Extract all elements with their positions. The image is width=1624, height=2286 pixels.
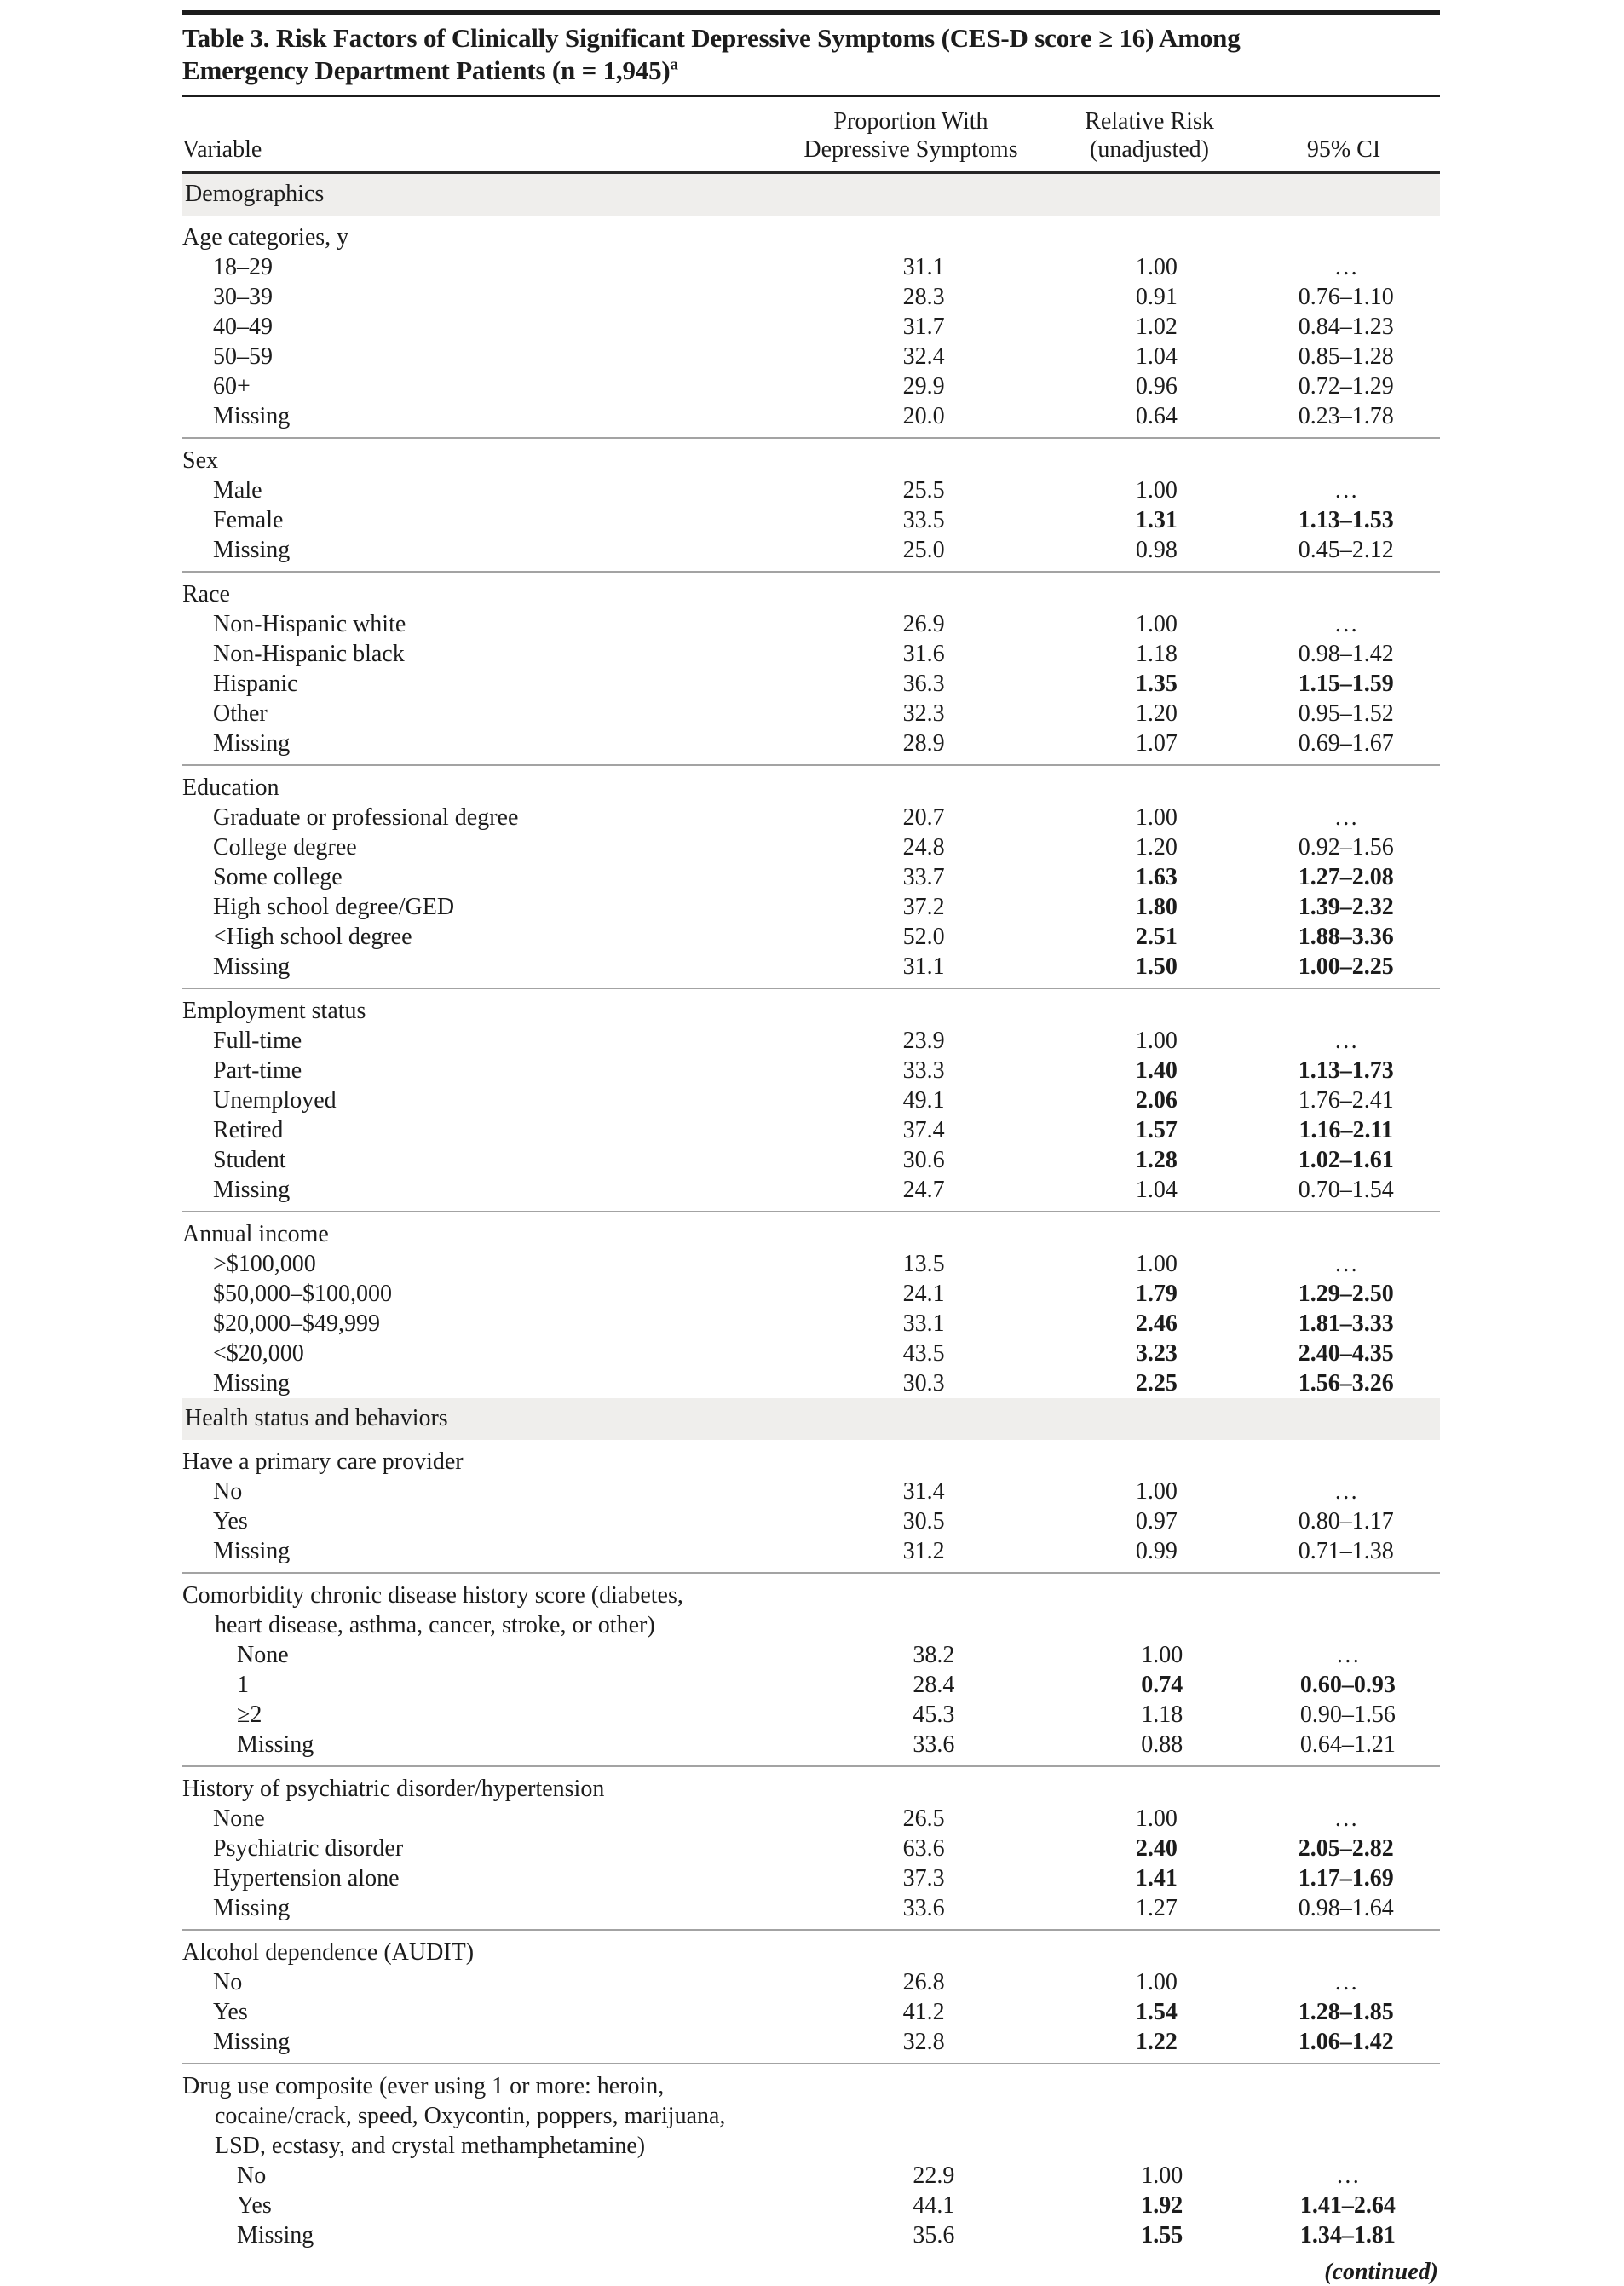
group-label: History of psychiatric disorder/hypertension: [182, 1776, 605, 1802]
relative-risk-cell: 1.54: [1135, 1999, 1178, 2025]
relative-risk-cell: 1.35: [1135, 671, 1178, 697]
proportion-cell: 32.8: [902, 2029, 945, 2055]
ci-cell: 0.23–1.78: [1298, 403, 1394, 429]
group-label: Drug use composite (ever using 1 or more: heroin,: [182, 2073, 665, 2099]
proportion-cell: 29.9: [902, 373, 945, 400]
ci-cell: 0.72–1.29: [1298, 373, 1394, 400]
ci-cell: 1.27–2.08: [1298, 864, 1394, 890]
relative-risk-cell: 1.50: [1135, 953, 1178, 980]
proportion-cell: 31.1: [902, 254, 945, 280]
table-title-line1: Table 3. Risk Factors of Clinically Significant Depressive Symptoms (CES-D score ≥ 16) Among: [182, 23, 1241, 53]
relative-risk-cell: 0.98: [1135, 537, 1178, 563]
variable-cell: Non-Hispanic black: [213, 641, 405, 667]
variable-cell: None: [237, 1642, 289, 1668]
table-row: [182, 2191, 1440, 2220]
relative-risk-cell: 1.41: [1135, 1865, 1178, 1892]
group-label: Age categories, y: [182, 224, 349, 250]
table-row: [182, 252, 1440, 282]
proportion-cell: 33.6: [902, 1895, 945, 1921]
relative-risk-cell: 1.00: [1141, 2162, 1183, 2189]
group-divider: [182, 1211, 1440, 1212]
ci-cell: 0.45–2.12: [1298, 537, 1394, 563]
table-row: [182, 1309, 1440, 1339]
relative-risk-cell: 0.88: [1141, 1731, 1183, 1758]
proportion-cell: 28.4: [913, 1672, 955, 1698]
table-title-line2: Emergency Department Patients (n = 1,945)$^a$: [182, 55, 678, 85]
ci-cell: 1.88–3.36: [1298, 924, 1394, 950]
table-top-rule: [182, 10, 1440, 15]
ci-cell: 0.64–1.21: [1299, 1731, 1396, 1758]
ci-cell: 1.15–1.59: [1298, 671, 1394, 697]
relative-risk-cell: 1.63: [1135, 864, 1178, 890]
variable-cell: ≥2: [237, 1702, 262, 1728]
paper-table: [182, 10, 1440, 2286]
relative-risk-cell: 0.97: [1135, 1508, 1178, 1535]
proportion-cell: 31.2: [902, 1538, 945, 1564]
variable-cell: Missing: [213, 537, 291, 563]
proportion-cell: 33.7: [902, 864, 945, 890]
group-divider: [182, 988, 1440, 989]
ci-cell: 1.39–2.32: [1298, 894, 1394, 920]
proportion-cell: 31.1: [902, 953, 945, 980]
relative-risk-cell: 1.18: [1141, 1702, 1183, 1728]
variable-cell: Graduate or professional degree: [213, 804, 519, 831]
variable-cell: Non-Hispanic white: [213, 611, 406, 637]
proportion-cell: 33.5: [902, 507, 945, 533]
ci-cell: 0.84–1.23: [1298, 314, 1394, 340]
table-row: [182, 1967, 1440, 1997]
variable-cell: <$20,000: [213, 1340, 304, 1367]
proportion-cell: 45.3: [913, 1702, 955, 1728]
relative-risk-cell: 2.46: [1135, 1310, 1178, 1337]
ci-cell: 1.76–2.41: [1298, 1087, 1394, 1114]
table-row: [182, 922, 1440, 952]
table-row: [182, 803, 1440, 832]
table-row: [182, 1115, 1440, 1145]
proportion-cell: 43.5: [902, 1340, 945, 1367]
table-row: [182, 832, 1440, 862]
proportion-cell: 28.9: [902, 730, 945, 757]
relative-risk-cell: 1.18: [1135, 641, 1178, 667]
ci-cell: 0.71–1.38: [1298, 1538, 1394, 1564]
proportion-cell: 31.4: [902, 1478, 945, 1505]
group-label: LSD, ecstasy, and crystal methamphetamine): [215, 2133, 646, 2159]
variable-cell: Yes: [237, 2192, 272, 2219]
ci-cell: 0.98–1.42: [1298, 641, 1394, 667]
proportion-cell: 31.7: [902, 314, 945, 340]
table-row: [182, 862, 1440, 892]
table-title: [182, 22, 1440, 87]
proportion-cell: 33.3: [902, 1057, 945, 1084]
group-divider: [182, 2063, 1440, 2064]
variable-cell: Hypertension alone: [213, 1865, 400, 1892]
ci-cell: 1.56–3.26: [1298, 1370, 1394, 1396]
proportion-cell: 33.6: [913, 1731, 955, 1758]
ci-cell: 1.81–3.33: [1298, 1310, 1394, 1337]
group-divider: [182, 1572, 1440, 1574]
ci-cell: 1.02–1.61: [1298, 1147, 1394, 1173]
variable-cell: Part-time: [213, 1057, 302, 1084]
table-row: [182, 1056, 1440, 1085]
table-row: [182, 1893, 1440, 1923]
proportion-cell: 35.6: [913, 2222, 955, 2249]
proportion-cell: 24.7: [902, 1177, 945, 1203]
ci-cell: …: [1335, 2162, 1360, 2189]
variable-cell: Retired: [213, 1117, 284, 1143]
table-row: [182, 342, 1440, 371]
variable-cell: Missing: [213, 1538, 291, 1564]
proportion-cell: 13.5: [902, 1251, 945, 1277]
table-row: [182, 312, 1440, 342]
ci-cell: …: [1333, 1028, 1358, 1054]
relative-risk-cell: 0.74: [1141, 1672, 1183, 1698]
table-row: [182, 669, 1440, 699]
table-row: [182, 952, 1440, 982]
variable-cell: Missing: [237, 2222, 314, 2249]
table-row: [182, 1700, 1440, 1730]
ci-cell: 0.69–1.67: [1298, 730, 1394, 757]
variable-cell: 50–59: [213, 343, 273, 370]
variable-cell: Missing: [213, 2029, 291, 2055]
proportion-cell: 32.4: [902, 343, 945, 370]
continued-note: (continued): [1324, 2259, 1438, 2285]
ci-cell: 1.17–1.69: [1298, 1865, 1394, 1892]
variable-cell: Other: [213, 700, 268, 727]
table-row: [182, 728, 1440, 758]
ci-cell: …: [1333, 1251, 1358, 1277]
variable-cell: 30–39: [213, 284, 273, 310]
table-row: [182, 1863, 1440, 1893]
proportion-cell: 37.4: [902, 1117, 945, 1143]
proportion-cell: 23.9: [902, 1028, 945, 1054]
relative-risk-cell: 1.27: [1135, 1895, 1178, 1921]
column-header-row: [182, 97, 1440, 171]
variable-cell: No: [213, 1478, 243, 1505]
relative-risk-cell: 1.02: [1135, 314, 1178, 340]
column-header-ci: 95% CI: [1306, 136, 1381, 163]
proportion-cell: 37.3: [902, 1865, 945, 1892]
table-row: [182, 535, 1440, 565]
group-divider: [182, 1765, 1440, 1767]
table-title-footnote-marker: a: [670, 55, 678, 74]
ci-cell: …: [1335, 1642, 1360, 1668]
variable-cell: Yes: [213, 1508, 248, 1535]
table-row: [182, 892, 1440, 922]
group-label: Education: [182, 774, 279, 801]
variable-cell: 1: [237, 1672, 249, 1698]
relative-risk-cell: 1.28: [1135, 1147, 1178, 1173]
relative-risk-cell: 1.00: [1135, 611, 1178, 637]
ci-cell: 0.90–1.56: [1299, 1702, 1396, 1728]
table-row: [182, 1506, 1440, 1536]
variable-cell: Full-time: [213, 1028, 302, 1054]
table-row: [182, 699, 1440, 728]
group-label: Have a primary care provider: [182, 1448, 464, 1475]
variable-cell: High school degree/GED: [213, 894, 455, 920]
proportion-cell: 26.9: [902, 611, 945, 637]
relative-risk-cell: 1.92: [1141, 2192, 1183, 2219]
ci-cell: 0.60–0.93: [1299, 1672, 1396, 1698]
table-row: [182, 1368, 1440, 1398]
section-band: Demographics: [182, 174, 1440, 216]
relative-risk-cell: 1.00: [1135, 1805, 1178, 1832]
ci-cell: 1.00–2.25: [1298, 953, 1394, 980]
table-body: [182, 174, 1440, 2250]
ci-cell: 0.80–1.17: [1298, 1508, 1394, 1535]
proportion-cell: 41.2: [902, 1999, 945, 2025]
variable-cell: College degree: [213, 834, 357, 861]
table-row: [182, 1536, 1440, 1566]
relative-risk-cell: 1.07: [1135, 730, 1178, 757]
relative-risk-cell: 1.00: [1141, 1642, 1183, 1668]
variable-cell: Some college: [213, 864, 343, 890]
relative-risk-cell: 1.55: [1141, 2222, 1183, 2249]
proportion-cell: 28.3: [902, 284, 945, 310]
proportion-cell: 38.2: [913, 1642, 955, 1668]
group-label: cocaine/crack, speed, Oxycontin, poppers, marijuana,: [215, 2103, 726, 2129]
ci-cell: …: [1333, 1969, 1358, 1995]
group-divider: [182, 437, 1440, 439]
table-row: [182, 1670, 1440, 1700]
proportion-cell: 30.6: [902, 1147, 945, 1173]
relative-risk-cell: 1.00: [1135, 477, 1178, 504]
ci-cell: …: [1333, 804, 1358, 831]
variable-cell: No: [237, 2162, 267, 2189]
variable-cell: <High school degree: [213, 924, 412, 950]
variable-cell: Male: [213, 477, 262, 504]
table-row: [182, 1804, 1440, 1834]
relative-risk-cell: 0.96: [1135, 373, 1178, 400]
ci-cell: …: [1333, 611, 1358, 637]
table-row: [182, 1477, 1440, 1506]
proportion-cell: 25.5: [902, 477, 945, 504]
ci-cell: 2.40–4.35: [1298, 1340, 1394, 1367]
ci-cell: 0.85–1.28: [1298, 343, 1394, 370]
variable-cell: $50,000–$100,000: [213, 1281, 392, 1307]
table-row: [182, 1145, 1440, 1175]
ci-cell: …: [1333, 1805, 1358, 1832]
table-row: [182, 282, 1440, 312]
proportion-cell: 32.3: [902, 700, 945, 727]
table-row: [182, 1026, 1440, 1056]
ci-cell: 0.98–1.64: [1298, 1895, 1394, 1921]
table-row: [182, 2220, 1440, 2250]
relative-risk-cell: 1.00: [1135, 804, 1178, 831]
ci-cell: 1.41–2.64: [1299, 2192, 1396, 2219]
table-row: [182, 475, 1440, 505]
relative-risk-cell: 1.20: [1135, 700, 1178, 727]
ci-cell: 1.29–2.50: [1298, 1281, 1394, 1307]
table-row: [182, 371, 1440, 401]
group-label: Alcohol dependence (AUDIT): [182, 1939, 475, 1966]
proportion-cell: 44.1: [913, 2192, 955, 2219]
section-band: Health status and behaviors: [182, 1398, 1440, 1440]
ci-cell: …: [1333, 477, 1358, 504]
ci-cell: 0.70–1.54: [1298, 1177, 1394, 1203]
table-row: [182, 1997, 1440, 2027]
relative-risk-cell: 3.23: [1135, 1340, 1178, 1367]
relative-risk-cell: 1.31: [1135, 507, 1178, 533]
ci-cell: 1.06–1.42: [1298, 2029, 1394, 2055]
variable-cell: Female: [213, 507, 284, 533]
relative-risk-cell: 1.79: [1135, 1281, 1178, 1307]
relative-risk-cell: 1.00: [1135, 1028, 1178, 1054]
relative-risk-cell: 0.91: [1135, 284, 1178, 310]
variable-cell: Missing: [213, 1177, 291, 1203]
table-row: [182, 1279, 1440, 1309]
relative-risk-cell: 1.20: [1135, 834, 1178, 861]
proportion-cell: 37.2: [902, 894, 945, 920]
group-label: Employment status: [182, 998, 366, 1024]
proportion-cell: 30.3: [902, 1370, 945, 1396]
proportion-cell: 31.6: [902, 641, 945, 667]
relative-risk-cell: 1.40: [1135, 1057, 1178, 1084]
ci-cell: 0.92–1.56: [1298, 834, 1394, 861]
relative-risk-cell: 2.25: [1135, 1370, 1178, 1396]
table-row: [182, 1730, 1440, 1759]
variable-cell: No: [213, 1969, 243, 1995]
proportion-cell: 52.0: [902, 924, 945, 950]
relative-risk-cell: 1.00: [1135, 1969, 1178, 1995]
relative-risk-cell: 2.40: [1135, 1835, 1178, 1862]
variable-cell: 60+: [213, 373, 251, 400]
table-row: [182, 639, 1440, 669]
proportion-cell: 33.1: [902, 1310, 945, 1337]
variable-cell: Unemployed: [213, 1087, 337, 1114]
column-header-proportion: Proportion With Depressive Symptoms: [803, 108, 1018, 163]
relative-risk-cell: 2.51: [1135, 924, 1178, 950]
relative-risk-cell: 1.00: [1135, 254, 1178, 280]
relative-risk-cell: 0.64: [1135, 403, 1178, 429]
proportion-cell: 26.5: [902, 1805, 945, 1832]
table-row: [182, 1834, 1440, 1863]
table-row: [182, 2027, 1440, 2057]
group-divider: [182, 764, 1440, 766]
group-divider: [182, 571, 1440, 573]
variable-cell: Student: [213, 1147, 286, 1173]
variable-cell: Missing: [213, 1370, 291, 1396]
relative-risk-cell: 1.57: [1135, 1117, 1178, 1143]
group-label: Comorbidity chronic disease history score (diabetes,: [182, 1582, 683, 1609]
ci-cell: 2.05–2.82: [1298, 1835, 1394, 1862]
proportion-cell: 36.3: [902, 671, 945, 697]
variable-cell: 40–49: [213, 314, 273, 340]
proportion-cell: 24.1: [902, 1281, 945, 1307]
relative-risk-cell: 1.00: [1135, 1251, 1178, 1277]
ci-cell: 0.76–1.10: [1298, 284, 1394, 310]
variable-cell: Psychiatric disorder: [213, 1835, 404, 1862]
column-header-variable: Variable: [182, 136, 262, 163]
ci-cell: 0.95–1.52: [1298, 700, 1394, 727]
variable-cell: Missing: [237, 1731, 314, 1758]
variable-cell: Missing: [213, 1895, 291, 1921]
table-row: [182, 2161, 1440, 2191]
proportion-cell: 22.9: [913, 2162, 955, 2189]
ci-cell: 1.13–1.73: [1298, 1057, 1394, 1084]
table-row: [182, 609, 1440, 639]
proportion-cell: 26.8: [902, 1969, 945, 1995]
table-row: [182, 1175, 1440, 1205]
relative-risk-cell: 1.80: [1135, 894, 1178, 920]
proportion-cell: 24.8: [902, 834, 945, 861]
proportion-cell: 63.6: [902, 1835, 945, 1862]
column-header-relative-risk: Relative Risk (unadjusted): [1085, 108, 1214, 163]
variable-cell: $20,000–$49,999: [213, 1310, 380, 1337]
table-row: [182, 1339, 1440, 1368]
group-label: Annual income: [182, 1221, 329, 1247]
variable-cell: None: [213, 1805, 265, 1832]
ci-cell: …: [1333, 254, 1358, 280]
relative-risk-cell: 1.04: [1135, 343, 1178, 370]
variable-cell: >$100,000: [213, 1251, 316, 1277]
variable-cell: Missing: [213, 730, 291, 757]
proportion-cell: 49.1: [902, 1087, 945, 1114]
ci-cell: 1.28–1.85: [1298, 1999, 1394, 2025]
table-row: [182, 401, 1440, 431]
table-row: [182, 1640, 1440, 1670]
ci-cell: 1.34–1.81: [1299, 2222, 1396, 2249]
table-row: [182, 505, 1440, 535]
variable-cell: Yes: [213, 1999, 248, 2025]
proportion-cell: 30.5: [902, 1508, 945, 1535]
variable-cell: Missing: [213, 403, 291, 429]
ci-cell: 1.13–1.53: [1298, 507, 1394, 533]
proportion-cell: 25.0: [902, 537, 945, 563]
ci-cell: 1.16–2.11: [1299, 1117, 1393, 1143]
proportion-cell: 20.7: [902, 804, 945, 831]
relative-risk-cell: 2.06: [1135, 1087, 1178, 1114]
variable-cell: Missing: [213, 953, 291, 980]
group-label: Race: [182, 581, 230, 607]
proportion-cell: 20.0: [902, 403, 945, 429]
ci-cell: …: [1333, 1478, 1358, 1505]
relative-risk-cell: 1.22: [1135, 2029, 1178, 2055]
table-row: [182, 1249, 1440, 1279]
relative-risk-cell: 1.04: [1135, 1177, 1178, 1203]
relative-risk-cell: 0.99: [1135, 1538, 1178, 1564]
relative-risk-cell: 1.00: [1135, 1478, 1178, 1505]
group-label: Sex: [182, 447, 218, 474]
variable-cell: Hispanic: [213, 671, 298, 697]
variable-cell: 18–29: [213, 254, 273, 280]
group-label: heart disease, asthma, cancer, stroke, or other): [215, 1612, 655, 1638]
group-divider: [182, 1929, 1440, 1931]
table-row: [182, 1085, 1440, 1115]
